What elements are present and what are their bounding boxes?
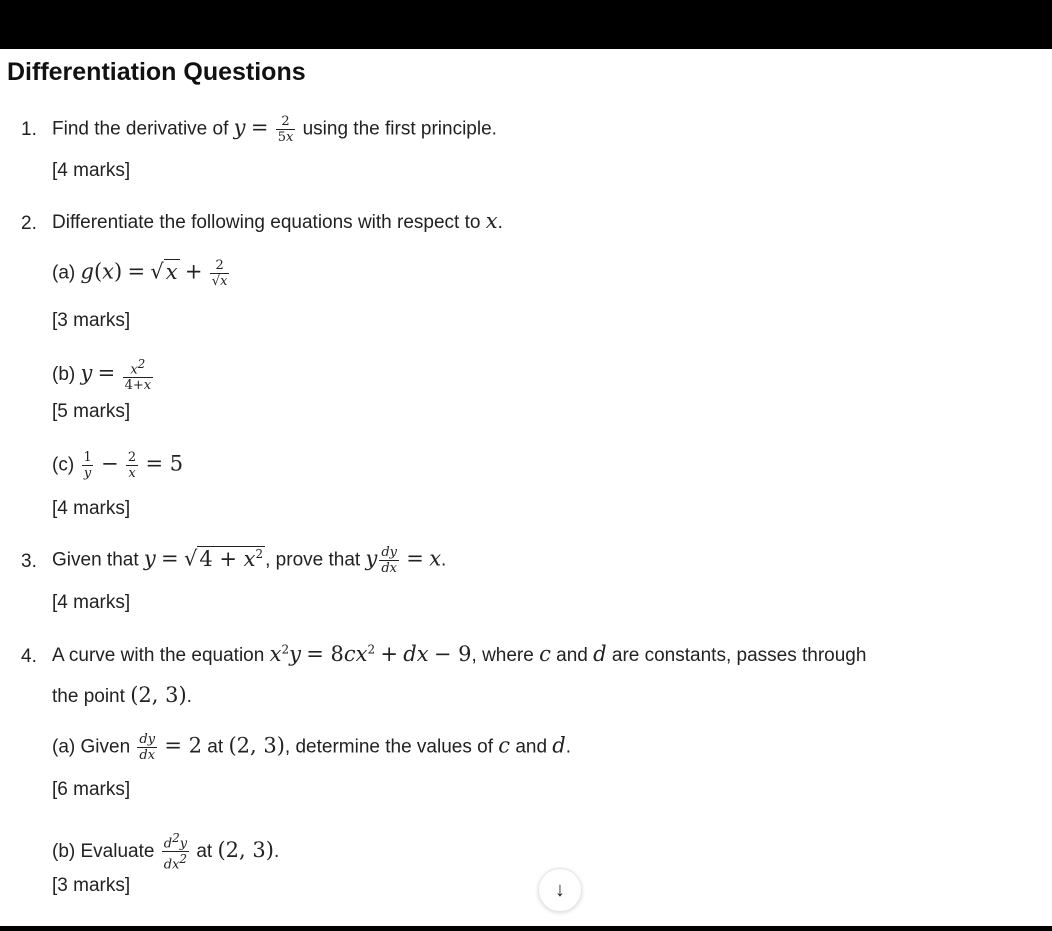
question-2-text: Differentiate the following equations with respect to x. [52,209,503,233]
question-2c: (c) $\frac{1}{y}$ − $\frac{2}{x}$ = 5 [52,450,184,481]
bottom-bar [0,926,1052,931]
marks-label: [4 marks] [52,498,131,519]
question-4-text: A curve with the equation $x^2y = 8cx^2$ + dx − 9, where c and d are constants, passes through [52,642,867,666]
marks-label: [4 marks] [52,160,131,181]
question-2b: (b) y = $\frac{x^2}{4+x}$ [52,357,152,394]
scroll-down-button[interactable] [538,868,582,912]
chat-message-content [0,49,1052,926]
question-number: 4. [21,646,37,667]
question-number: 3. [21,551,37,572]
question-number: 2. [21,213,37,234]
marks-label: [4 marks] [52,592,131,613]
marks-label: [5 marks] [52,401,131,422]
marks-label: [3 marks] [52,310,131,331]
top-bar [0,0,1052,49]
question-3-text: Given that $y = √4 + x^2$ , prove that y $\frac{dy}{dx}$ = x. [52,545,447,576]
question-2a: (a) g(x) = √x + $\frac{2}{√x}$ [52,258,228,289]
question-4a: (a) Given $\frac{dy}{dx}$ = 2 at (2, 3), determine the values of c and d. [52,732,572,763]
page-title: Differentiation Questions [7,58,306,86]
question-number: 1. [21,119,37,140]
question-4-text-line2: the point (2, 3). [52,683,192,707]
marks-label: [6 marks] [52,779,131,800]
marks-label: [3 marks] [52,875,131,896]
question-1-text: Find the derivative of y = $\frac{2}{5x}$ using the first principle. [52,114,497,145]
question-4b: (b) Evaluate $\frac{d^2y}{dx^2}$ at (2, 3). [52,831,280,873]
arrow-down-icon: ↓ [555,878,565,901]
